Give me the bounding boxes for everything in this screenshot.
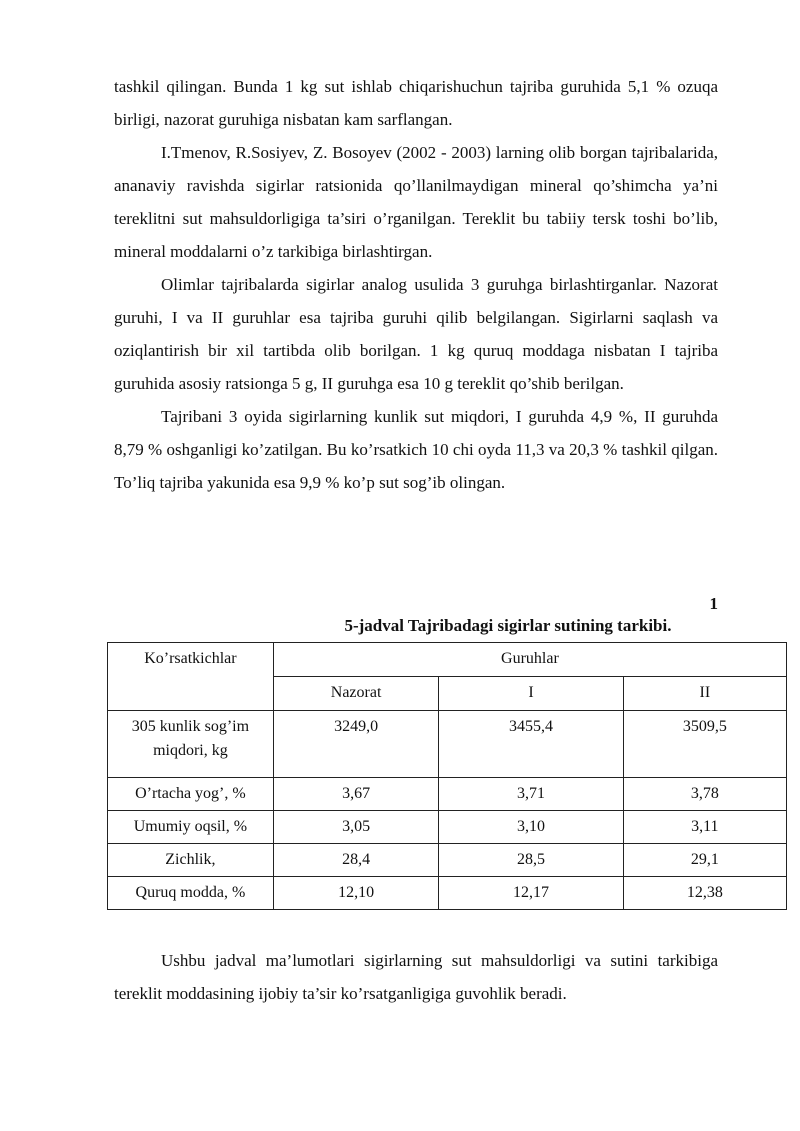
row-label: Quruq modda, % <box>108 877 274 910</box>
cell-value: 12,17 <box>439 877 623 910</box>
table-row <box>108 877 787 910</box>
header-control: Nazorat <box>273 677 439 711</box>
cell-value: 3249,0 <box>273 711 439 778</box>
table-row <box>108 811 787 844</box>
row-label: Umumiy oqsil, % <box>108 811 274 844</box>
paragraph-conclusion: Ushbu jadval ma’lumotlari sigirlarning sut mahsuldorligi va sutini tarkibiga tereklit moddasining ijobiy ta’sir ko’rsatganligiga guvohlik beradi. <box>114 951 718 1003</box>
milk-composition-table <box>107 642 787 910</box>
cell-value: 28,5 <box>439 844 623 877</box>
paragraph-tereklit-study: I.Tmenov, R.Sosiyev, Z. Bosoyev (2002 - 2003) larning olib borgan tajribalarida, ananaviy ravishda sigirlar ratsionida qo’llanilmaydigan mineral qo’shimcha ya’ni tereklitni sut mahsuldorligiga ta’siri o’rganilgan. Tereklit bu tabiiy tersk toshi bo’lib, mineral moddalarni o’z tarkibiga birlashtirgan. <box>114 143 718 261</box>
header-group-2: II <box>623 677 786 711</box>
cell-value: 12,38 <box>623 877 786 910</box>
paragraph-milk-yield-results: Tajribani 3 oyida sigirlarning kunlik sut miqdori, I guruhda 4,9 %, II guruhda 8,79 % oshganligi ko’zatilgan. Bu ko’rsatkich 10 chi oyda 11,3 va 20,3 % tashkil qilgan. To’liq tajriba yakunida esa 9,9 % ko’p sut sog’ib olingan. <box>114 407 718 492</box>
header-indicators: Ko’rsatkichlar <box>108 643 274 711</box>
cell-value: 3,05 <box>273 811 439 844</box>
cell-value: 3455,4 <box>439 711 623 778</box>
cell-value: 3509,5 <box>623 711 786 778</box>
cell-value: 3,10 <box>439 811 623 844</box>
table-row <box>108 778 787 811</box>
header-groups: Guruhlar <box>273 643 786 677</box>
table-caption: 5-jadval Tajribadagi sigirlar sutining tarkibi. <box>344 616 672 635</box>
cell-value: 3,11 <box>623 811 786 844</box>
body-text-bottom <box>114 944 718 1010</box>
table-row <box>108 844 787 877</box>
row-label: Zichlik, <box>108 844 274 877</box>
table-header-row <box>108 643 787 677</box>
paragraph-continuation: tashkil qilingan. Bunda 1 kg sut ishlab chiqarishuchun tajriba guruhida 5,1 % ozuqa birligi, nazorat guruhiga nisbatan kam sarflangan. <box>114 77 718 129</box>
paragraph-experiment-groups: Olimlar tajribalarda sigirlar analog usulida 3 guruhga birlashtirganlar. Nazorat guruhi, I va II guruhlar esa tajriba guruhi qilib belgilangan. Sigirlarni saqlash va oziqlantirish bir xil tartibda olib borilgan. 1 kg quruq moddaga nisbatan I tajriba guruhida asosiy ratsionga 5 g, II guruhga esa 10 g tereklit qo’shib berilgan. <box>114 275 718 393</box>
cell-value: 29,1 <box>623 844 786 877</box>
cell-value: 3,71 <box>439 778 623 811</box>
row-label: 305 kunlik sog’im miqdori, kg <box>108 711 274 778</box>
header-group-1: I <box>439 677 623 711</box>
row-label: O’rtacha yog’, % <box>108 778 274 811</box>
cell-value: 28,4 <box>273 844 439 877</box>
table-row <box>108 711 787 778</box>
cell-value: 12,10 <box>273 877 439 910</box>
cell-value: 3,78 <box>623 778 786 811</box>
body-text-top <box>114 70 718 499</box>
table-number: 1 <box>709 594 718 613</box>
cell-value: 3,67 <box>273 778 439 811</box>
